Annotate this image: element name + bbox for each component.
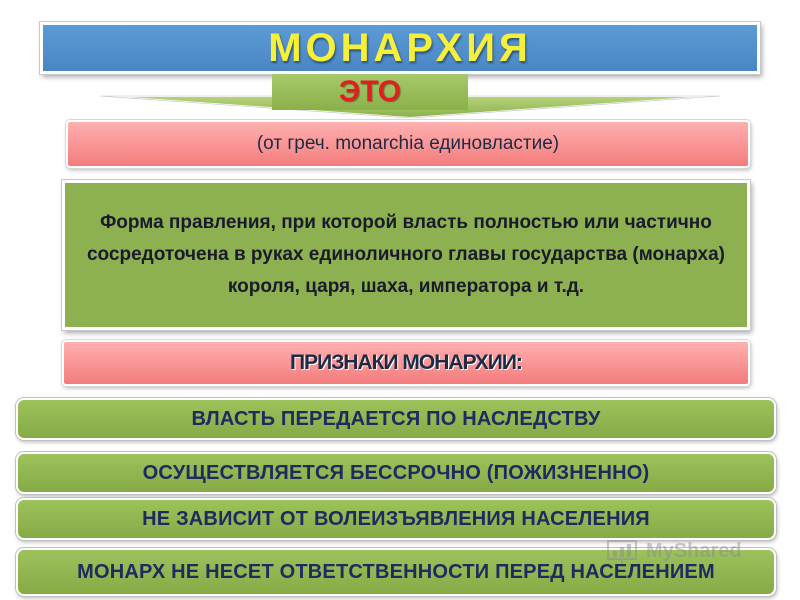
definition-text: Форма правления, при которой власть полностью или частично сосредоточена в руках единоличного главы государства (монарха) короля, царя, шаха, императора и т.д. <box>86 212 725 297</box>
title-bar <box>40 22 760 74</box>
feature-text: ВЛАСТЬ ПЕРЕДАЕТСЯ ПО НАСЛЕДСТВУ <box>191 407 601 430</box>
feature-text: НЕ ЗАВИСИТ ОТ ВОЛЕИЗЪЯВЛЕНИЯ НАСЕЛЕНИЯ <box>142 507 650 530</box>
page-title: МОНАРХИЯ <box>268 25 532 70</box>
presentation-chart-icon <box>606 538 640 564</box>
eto-label: ЭТО <box>338 75 402 108</box>
watermark <box>606 536 766 566</box>
definition-box <box>62 180 750 330</box>
feature-item <box>16 452 776 494</box>
watermark-text: MyShared <box>646 539 742 562</box>
feature-text: ОСУЩЕСТВЛЯЕТСЯ БЕССРОЧНО (ПОЖИЗНЕННО) <box>142 461 650 484</box>
feature-text: МОНАРХ НЕ НЕСЕТ ОТВЕТСТВЕННОСТИ ПЕРЕД НАСЕЛЕНИЕМ <box>77 560 715 583</box>
features-header-bar <box>62 340 750 386</box>
feature-item <box>16 498 776 540</box>
eto-tab <box>272 74 468 110</box>
etymology-bar <box>66 120 750 168</box>
etymology-text: (от греч. monarchia единовластие) <box>256 133 560 154</box>
features-header: ПРИЗНАКИ МОНАРХИИ: <box>290 351 522 374</box>
feature-item <box>16 398 776 440</box>
